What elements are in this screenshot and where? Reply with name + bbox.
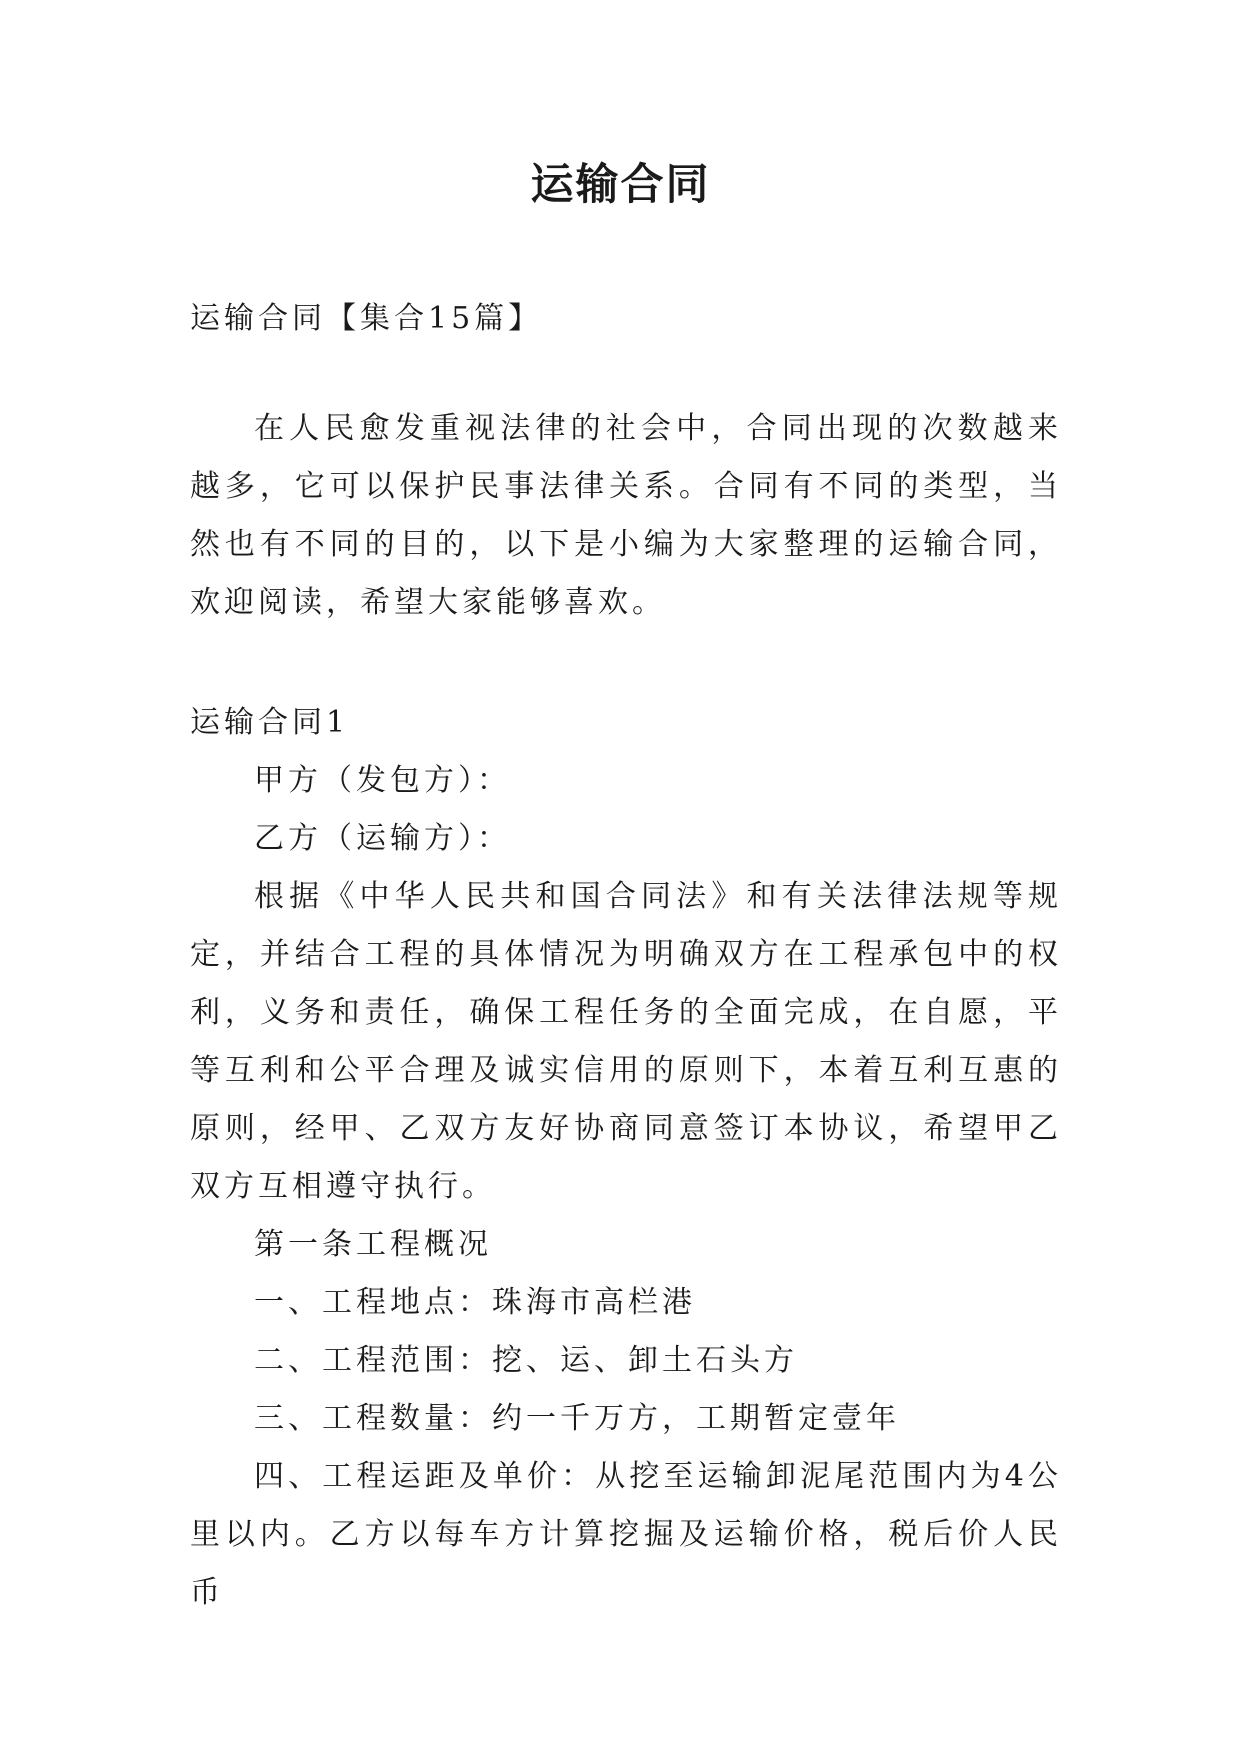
party-a-line: 甲方（发包方）：: [254, 763, 511, 798]
article-heading: 第一条工程概况: [254, 1227, 492, 1262]
document-title: 运输合同: [530, 160, 711, 210]
article-item: 四、工程运距及单价：从挖至运输卸泥尾范围内为4公里以内。乙方以每车方计算挖掘及运输价格，税后价人民币: [190, 1459, 1062, 1610]
intro-paragraph: 在人民愈发重视法律的社会中，合同出现的次数越来越多，它可以保护民事法律关系。合同有不同的类型，当然也有不同的目的，以下是小编为大家整理的运输合同，欢迎阅读，希望大家能够喜欢。: [190, 411, 1062, 620]
article-item: 一、工程地点：珠海市高栏港: [254, 1285, 696, 1320]
subtitle-block: [190, 290, 1062, 348]
article-item: 三、工程数量：约一千万方，工期暂定壹年: [254, 1401, 900, 1436]
section-heading: 运输合同1: [190, 705, 350, 740]
intro-block: [190, 400, 1062, 632]
document-subtitle: 运输合同【集合15篇】: [190, 301, 543, 336]
article-item: 二、工程范围：挖、运、卸土石头方: [254, 1343, 798, 1378]
contract-section: [190, 694, 1062, 1622]
preamble-paragraph: 根据《中华人民共和国合同法》和有关法律法规等规定，并结合工程的具体情况为明确双方在工程承包中的权利，义务和责任，确保工程任务的全面完成，在自愿，平等互利和公平合理及诚实信用的原则下，本着互利互惠的原则，经甲、乙双方友好协商同意签订本协议，希望甲乙双方互相遵守执行。: [190, 879, 1062, 1204]
party-b-line: 乙方（运输方）：: [254, 821, 511, 856]
